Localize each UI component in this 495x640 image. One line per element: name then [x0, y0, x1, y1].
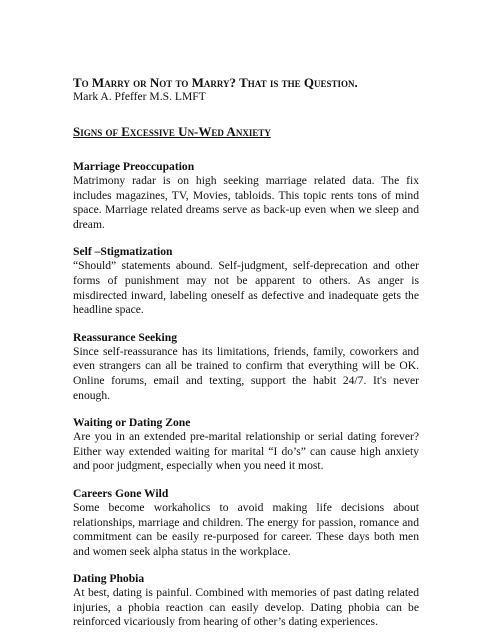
section-body: “Should” statements abound. Self-judgment, self-deprecation and other forms of punishment may not be apparent to others. As anger is misdirected inward, labeling oneself as defective and inadequate gets the headline space. [73, 259, 419, 317]
section-dating-phobia [73, 572, 419, 630]
section-body: Matrimony radar is on high seeking marriage related data. The fix includes magazines, TV, Movies, tabloids. This topic rents tons of mind space. Marriage related dreams serve as back-up even when we sleep and dream. [73, 174, 419, 231]
document-title: To Marry or Not to Marry? That is the Question. [73, 75, 358, 90]
section-waiting-or-dating-zone [73, 416, 419, 474]
author-line: Mark A. Pfeffer M.S. LMFT [73, 90, 206, 103]
section-heading: Marriage Preoccupation [73, 160, 195, 173]
section-subtitle: Signs of Excessive Un-Wed Anxiety [73, 124, 271, 139]
section-body: Are you in an extended pre-marital relationship or serial dating forever? Either way extended waiting for marital “I do’s” can cause high anxiety and poor judgment, especially when you need it most. [73, 430, 419, 473]
section-heading: Waiting or Dating Zone [73, 416, 191, 430]
section-heading: Dating Phobia [73, 572, 145, 586]
sections-list [73, 160, 419, 630]
section-marriage-preoccupation [73, 160, 419, 232]
section-heading: Reassurance Seeking [73, 330, 178, 344]
section-body: Since self-reassurance has its limitations, friends, family, coworkers and even strangers can all be trained to confirm that everything will be OK. Online forums, email and texting, support the habit 24/7. It's never enough. [73, 344, 419, 402]
section-reassurance-seeking [73, 331, 419, 403]
section-heading: Careers Gone Wild [73, 486, 169, 500]
section-body: Some become workaholics to avoid making life decisions about relationships, marriage and children. The energy for passion, romance and commitment can be easily re-purposed for career. These days both men and women seek alpha status in the workplace. [73, 500, 419, 558]
section-careers-gone-wild [73, 487, 419, 559]
document-page [73, 76, 419, 630]
section-self-stigmatization [73, 245, 419, 317]
section-body: At best, dating is painful. Combined with memories of past dating related injuries, a phobia reaction can easily develop. Dating phobia can be reinforced vicariously from hearing of other’s dating experiences. [73, 586, 419, 629]
section-heading: Self –Stigmatization [73, 245, 173, 259]
